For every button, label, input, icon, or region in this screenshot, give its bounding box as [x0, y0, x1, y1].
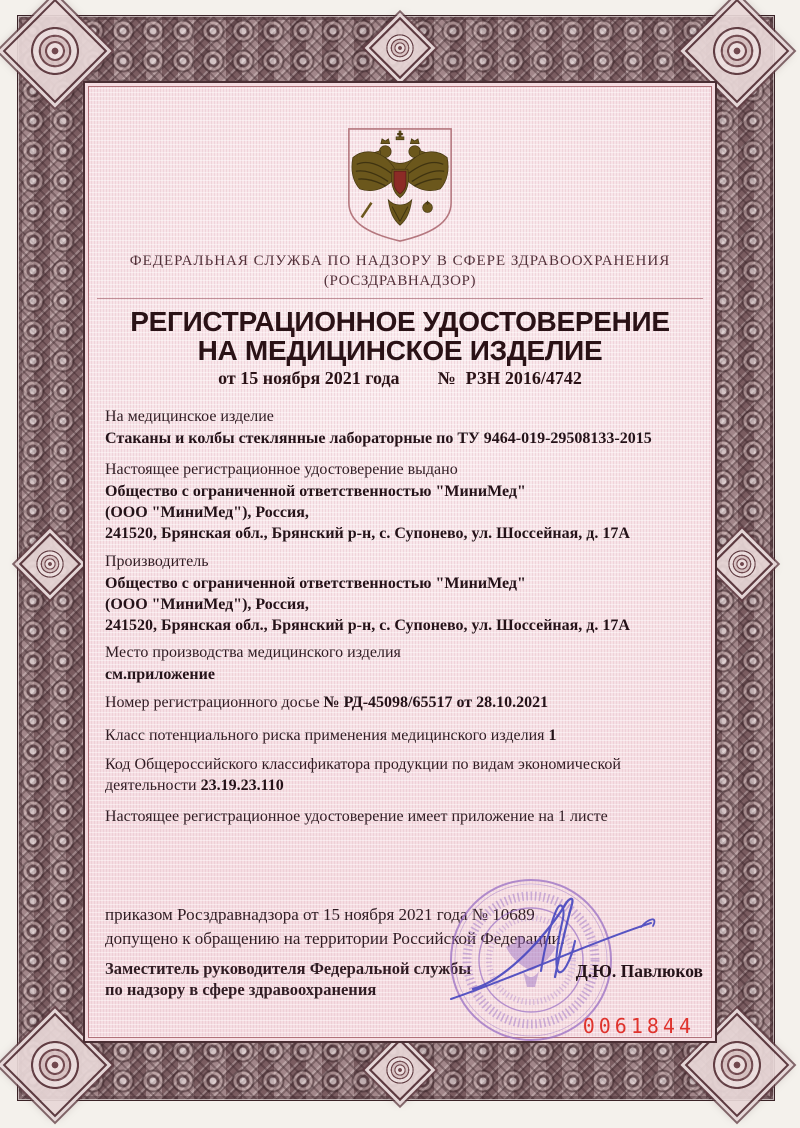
- border-side-medallion: [372, 20, 428, 76]
- manufacturer-address: 241520, Брянская обл., Брянский р-н, с. Супонево, ул. Шоссейная, д. 17А: [105, 617, 630, 634]
- border-side-medallion: [22, 536, 78, 592]
- holder-country: (ООО "МиниМед"), Россия,: [105, 504, 309, 521]
- risk-class-label: Класс потенциального риска применения медицинского изделия: [105, 727, 545, 744]
- order-line2: допущено к обращению на территории Российской Федерации.: [105, 929, 565, 948]
- dossier-line: [105, 692, 695, 713]
- okpd-line: [105, 755, 695, 796]
- holder-name: Общество с ограниченной ответственностью "МиниМед": [105, 483, 526, 500]
- manufacturer-name: Общество с ограниченной ответственностью "МиниМед": [105, 575, 526, 592]
- production-site-label: Место производства медицинского изделия: [105, 644, 401, 661]
- holder-address: 241520, Брянская обл., Брянский р-н, с. Супонево, ул. Шоссейная, д. 17А: [105, 525, 630, 542]
- manufacturer-label: Производитель: [105, 553, 209, 570]
- border-side-medallion: [714, 536, 770, 592]
- certificate-fields: [85, 407, 715, 827]
- issue-date: от 15 ноября 2021 года: [218, 368, 400, 388]
- registration-number: РЗН 2016/4742: [465, 368, 582, 388]
- risk-class-value: 1: [548, 727, 557, 744]
- manufacturer-country: (ООО "МиниМед"), Россия,: [105, 596, 309, 613]
- document-title-line1: РЕГИСТРАЦИОННОЕ УДОСТОВЕРЕНИЕ: [130, 306, 670, 337]
- dossier-number: № РД-45098/65517 от 28.10.2021: [323, 694, 549, 711]
- okpd-label: Код Общероссийского классификатора продукции по видам экономической деятельности: [105, 756, 621, 794]
- dossier-label: Номер регистрационного досье: [105, 694, 320, 711]
- issue-date-and-number: [85, 367, 715, 389]
- handwritten-signature-icon: [445, 883, 675, 1013]
- number-sign: №: [437, 368, 456, 388]
- agency-name: ФЕДЕРАЛЬНАЯ СЛУЖБА ПО НАДЗОРУ В СФЕРЕ ЗДРАВООХРАНЕНИЯ: [129, 253, 671, 269]
- header-divider: [97, 298, 703, 299]
- okpd-code: 23.19.23.110: [200, 777, 284, 794]
- order-line1: приказом Росздравнадзора от 15 ноября 2021 года № 10689: [105, 905, 535, 924]
- signer-name: Д.Ю. Павлюков: [575, 961, 703, 981]
- certificate-body: [83, 81, 717, 1043]
- signer-title-line1: Заместитель руководителя Федеральной службы: [105, 959, 472, 978]
- holder-label: Настоящее регистрационное удостоверение выдано: [105, 461, 458, 478]
- device-label: На медицинское изделие: [105, 408, 274, 425]
- annex-note: Настоящее регистрационное удостоверение имеет приложение на 1 листе: [105, 808, 608, 825]
- risk-class-line: [105, 725, 695, 746]
- document-title-line2: НА МЕДИЦИНСКОЕ ИЗДЕЛИЕ: [197, 335, 603, 366]
- signer-title-line2: по надзору в сфере здравоохранения: [105, 980, 377, 999]
- device-name: Стаканы и колбы стеклянные лабораторные по ТУ 9464-019-29508133-2015: [105, 430, 652, 447]
- document-serial-number: 0061844: [582, 1014, 695, 1038]
- russia-coat-of-arms-icon: [341, 124, 459, 246]
- production-site-value: см.приложение: [105, 666, 215, 683]
- border-side-medallion: [372, 1042, 428, 1098]
- agency-short-name: (РОСЗДРАВНАДЗОР): [323, 273, 477, 289]
